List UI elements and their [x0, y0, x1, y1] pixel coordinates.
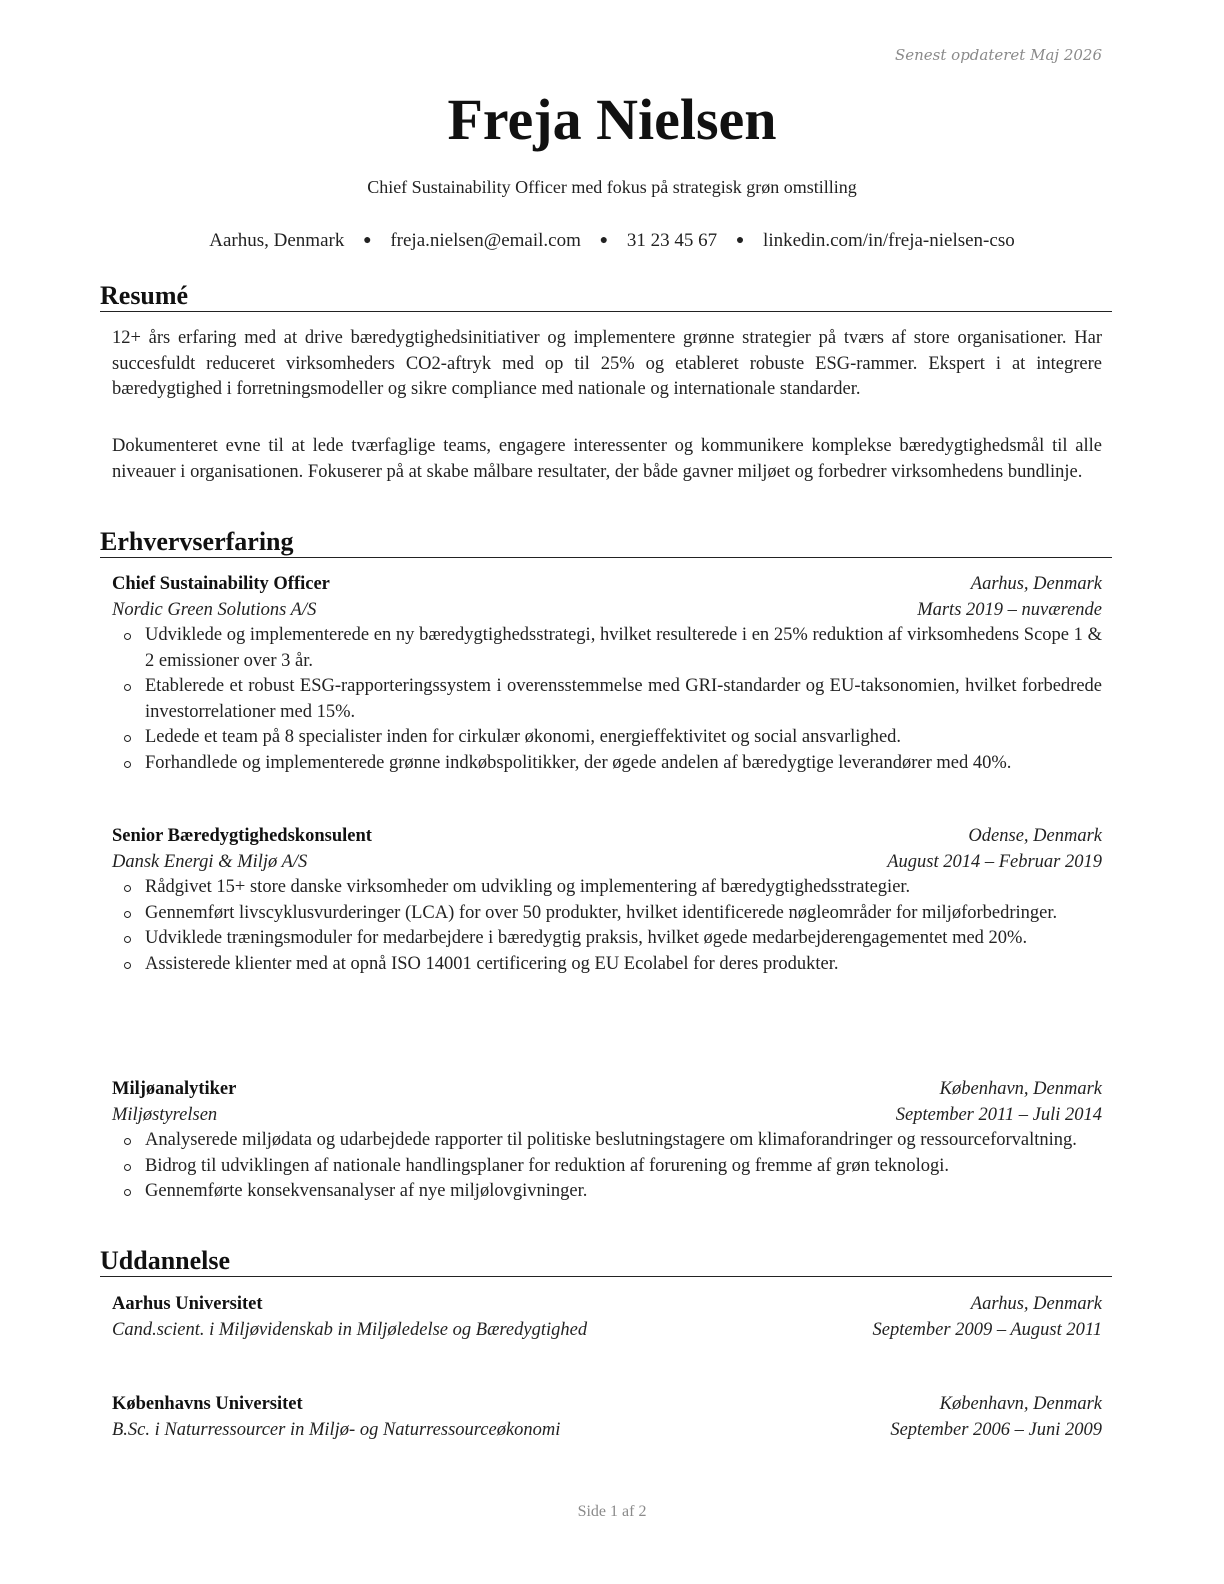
list-item: Assisterede klienter med at opnå ISO 14001 certificering og EU Ecolabel for deres produkter.: [112, 952, 1102, 978]
job-entry: [112, 824, 1102, 977]
last-updated: Senest opdateret Maj 2026: [894, 46, 1102, 64]
school-name: Københavns Universitet: [112, 1394, 303, 1414]
job-entry: [112, 572, 1102, 776]
job-location: Aarhus, Denmark: [970, 574, 1102, 594]
tagline: Chief Sustainability Officer med fokus på strategisk grøn omstilling: [367, 177, 857, 197]
list-item: Ledede et team på 8 specialister inden for cirkulær økonomi, energieffektivitet og social ansvarlighed.: [112, 725, 1102, 751]
list-item: Gennemførte konsekvensanalyser af nye miljølovgivninger.: [112, 1179, 1102, 1205]
job-dates: August 2014 – Februar 2019: [887, 851, 1102, 872]
bullet-separator-icon: ●: [363, 233, 372, 248]
job-company: Nordic Green Solutions A/S: [112, 599, 317, 620]
degree: B.Sc. i Naturressourcer in Miljø- og Naturressourceøkonomi: [112, 1419, 561, 1440]
school-location: Aarhus, Denmark: [970, 1294, 1102, 1314]
bullet-separator-icon: ●: [735, 233, 745, 248]
list-item: Etablerede et robust ESG-rapporteringssystem i overensstemmelse med GRI-standarder og EU-taksonomien, hvilket forbedrede investorrelationer med 15%.: [112, 674, 1102, 725]
job-title: Miljøanalytiker: [112, 1079, 237, 1099]
list-item: Udviklede træningsmoduler for medarbejdere i bæredygtig praksis, hvilket øgede medarbejderengagementet med 20%.: [112, 926, 1102, 952]
job-company: Miljøstyrelsen: [112, 1104, 218, 1125]
contact-phone: 31 23 45 67: [626, 230, 718, 251]
job-entry: [112, 1077, 1102, 1205]
list-item: Forhandlede og implementerede grønne indkøbspolitikker, der øgede andelen af bæredygtige leverandører med 40%.: [112, 751, 1102, 777]
list-item: Analyserede miljødata og udarbejdede rapporter til politiske beslutningstagere om klimaforandringer og ressourceforvaltning.: [112, 1128, 1102, 1154]
summary-paragraph: Dokumenteret evne til at lede tværfaglige teams, engagere interessenter og kommunikere komplekse bæredygtighedsmål til alle niveauer i organisationen. Fokuserer på at skabe målbare resultater, der både gavner miljøet og forbedrer virksomhedens bundlinje.: [112, 436, 1102, 482]
job-location: København, Denmark: [939, 1079, 1102, 1099]
page-number: Side 1 af 2: [577, 1503, 647, 1520]
candidate-name: Freja Nielsen: [447, 87, 777, 152]
contact-line: [0, 230, 1224, 252]
job-dates: September 2011 – Juli 2014: [895, 1104, 1102, 1125]
job-bullets: [112, 1128, 1102, 1205]
contact-location: Aarhus, Denmark: [209, 230, 345, 251]
job-title: Chief Sustainability Officer: [112, 574, 330, 594]
job-bullets: [112, 623, 1102, 776]
job-location: Odense, Denmark: [968, 826, 1102, 846]
school-location: København, Denmark: [939, 1394, 1102, 1414]
section-heading-education: Uddannelse: [100, 1246, 1112, 1277]
bullet-separator-icon: ●: [599, 233, 609, 248]
education-entry: [112, 1392, 1102, 1443]
degree: Cand.scient. i Miljøvidenskab in Miljøledelse og Bæredygtighed: [112, 1319, 588, 1340]
section-heading-experience: Erhvervserfaring: [100, 527, 1112, 558]
list-item: Bidrog til udviklingen af nationale handlingsplaner for reduktion af forurening og fremme af grøn teknologi.: [112, 1154, 1102, 1180]
job-bullets: [112, 875, 1102, 977]
job-title: Senior Bæredygtighedskonsulent: [112, 826, 372, 846]
contact-email[interactable]: freja.nielsen@email.com: [390, 230, 581, 251]
school-name: Aarhus Universitet: [112, 1294, 263, 1314]
job-dates: Marts 2019 – nuværende: [917, 599, 1102, 620]
summary-paragraph: 12+ års erfaring med at drive bæredygtighedsinitiativer og implementere grønne strategier på tværs af store organisationer. Har succesfuldt reduceret virksomheders CO2-aftryk med op til 25% og etableret robuste ESG-rammer. Ekspert i at integrere bæredygtighed i forretningsmodeller og sikre compliance med nationale og internationale standarder.: [112, 328, 1102, 399]
list-item: Udviklede og implementerede en ny bæredygtighedsstrategi, hvilket resulterede i en 25% reduktion af virksomhedens Scope 1 & 2 emissioner over 3 år.: [112, 623, 1102, 674]
education-entry: [112, 1292, 1102, 1343]
section-heading-summary: Resumé: [100, 281, 1112, 312]
job-company: Dansk Energi & Miljø A/S: [112, 851, 308, 872]
list-item: Rådgivet 15+ store danske virksomheder om udvikling og implementering af bæredygtighedsstrategier.: [112, 875, 1102, 901]
contact-linkedin[interactable]: linkedin.com/in/freja-nielsen-cso: [763, 230, 1015, 251]
education-dates: September 2006 – Juni 2009: [890, 1419, 1102, 1440]
education-dates: September 2009 – August 2011: [872, 1319, 1102, 1340]
list-item: Gennemført livscyklusvurderinger (LCA) for over 50 produkter, hvilket identificerede nøgleområder for miljøforbedringer.: [112, 901, 1102, 927]
